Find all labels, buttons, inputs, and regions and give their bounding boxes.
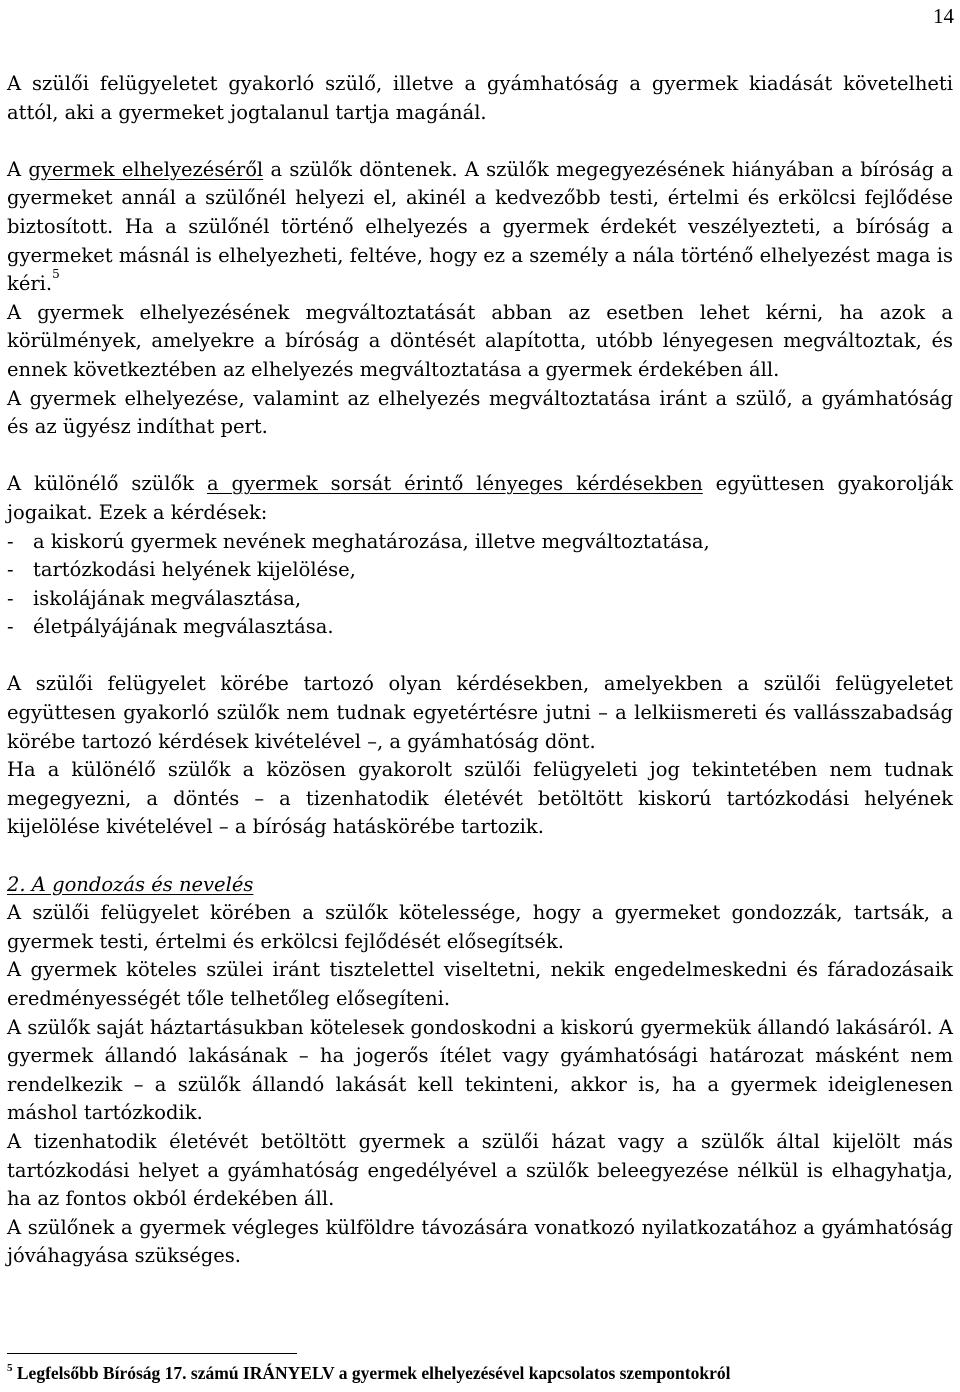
questions-list	[7, 528, 953, 642]
paragraph-leaving-home: A tizenhatodik életévét betöltött gyermek a szülői házat vagy a szülők által kijelölt más tartózkodási helyet a gyámhatóság engedélyével a szülők beleegyezése nélkül is elhagyhatja, ha az fontos okból érdekében áll.	[7, 1129, 953, 1211]
page-number: 14	[933, 4, 954, 28]
list-item-text: tartózkodási helyének kijelölése,	[33, 558, 356, 582]
paragraph-child-placement	[7, 156, 953, 299]
paragraph-placement-change: A gyermek elhelyezésének megváltoztatását abban az esetben lehet kérni, ha azok a körülmények, amelyekre a bíróság a döntését alapította, utóbb lényegesen megváltoztak, és ennek következtében az elhelyezés megváltoztatása a gyermek érdekében áll.	[7, 300, 953, 381]
list-item	[7, 556, 953, 585]
paragraph-child-return: A szülői felügyeletet gyakorló szülő, illetve a gyámhatóság a gyermek kiadását követelheti attól, aki a gyermeket jogtalanul tartja magánál.	[7, 72, 953, 124]
paragraph-disagreement: A szülői felügyelet körébe tartozó olyan kérdésekben, amelyekben a szülői felügyeletet együttesen gyakorló szülők nem tudnak egyetértésre jutni – a lelkiismereti és vallásszabadság körébe tartozó kérdések kivételével –, a gyámhatóság dönt.	[7, 672, 953, 753]
paragraph-child-obligation: A gyermek köteles szülei iránt tisztelettel viseltetni, nekik engedelmeskedni és fáradozásaik eredményességét tőle telhetőleg elősegíteni.	[7, 958, 953, 1010]
paragraph-text: együttesen gyakorolják jogaikat. Ezek a kérdések:	[7, 472, 953, 524]
paragraph-text: A különélő szülők	[7, 472, 207, 496]
paragraph-residence: A szülők saját háztartásukban kötelesek gondoskodni a kiskorú gyermekük állandó lakásáról. A gyermek állandó lakásának – ha jogerős ítélet vagy gyámhatósági határozat másként nem rendelkezik – a szülők állandó lakását kell tekinteni, akkor is, ha a gyermek ideiglenesen máshol tartózkodik.	[7, 1015, 953, 1125]
section-heading-text: 2. A gondozás és nevelés	[7, 872, 254, 896]
list-item	[7, 528, 953, 557]
list-item-text: a kiskorú gyermek nevének meghatározása, illetve megváltoztatása,	[33, 529, 710, 553]
footnote-number: 5	[7, 1362, 13, 1374]
footnote	[7, 1363, 730, 1384]
list-dash: -	[7, 615, 14, 639]
underlined-phrase: a gyermek sorsát érintő lényeges kérdésekben	[206, 472, 703, 496]
paragraph-care-duty: A szülői felügyelet körében a szülők kötelessége, hogy a gyermeket gondozzák, tartsák, a gyermek testi, értelmi és erkölcsi fejlődését elősegítsék.	[7, 901, 953, 953]
section-heading	[7, 871, 953, 900]
paragraph-lawsuit: A gyermek elhelyezése, valamint az elhelyezés megváltoztatása iránt a szülő, a gyámhatóság és az ügyész indíthat pert.	[7, 386, 953, 439]
footnote-reference: 5	[52, 267, 60, 282]
list-dash: -	[7, 558, 14, 582]
footnote-text: Legfelsőbb Bíróság 17. számú IRÁNYELV a gyermek elhelyezésével kapcsolatos szempontokról	[16, 1363, 731, 1383]
list-dash: -	[7, 586, 14, 610]
list-item-text: iskolájának megválasztása,	[33, 586, 302, 610]
body-text	[7, 70, 953, 1271]
list-item-text: életpályájának megválasztása.	[33, 615, 334, 639]
paragraph-court-jurisdiction: Ha a különélő szülők a közösen gyakorolt szülői felügyeleti jog tekintetében nem tudnak megegyezni, a döntés – a tizenhatodik életévét betöltött kiskorú tartózkodási helyének kijelölése kivételével – a bíróság hatáskörébe tartozik.	[7, 758, 953, 839]
paragraph-abroad: A szülőnek a gyermek végleges külföldre távozására vonatkozó nyilatkozatához a gyámhatóság jóváhagyása szükséges.	[7, 1215, 953, 1268]
paragraph-joint-rights	[7, 470, 953, 527]
paragraph-text: A	[7, 157, 29, 181]
list-item	[7, 585, 953, 614]
list-item	[7, 613, 953, 642]
paragraph-text: a szülők döntenek. A szülők megegyezésének hiányában a bíróság a gyermeket annál a szülőnél helyezi el, akinél a kedvezőbb testi, értelmi és erkölcsi fejlődése biztosított. Ha a szülőnél történő elhelyezés a gyermek érdekét veszélyezteti, a bíróság a gyermeket másnál is elhelyezheti, feltéve, hogy ez a személy a nála történő elhelyezést maga is kéri.	[7, 157, 953, 296]
footnote-separator	[7, 1353, 297, 1354]
underlined-phrase: gyermek elhelyezéséről	[28, 157, 264, 181]
list-dash: -	[7, 529, 14, 553]
